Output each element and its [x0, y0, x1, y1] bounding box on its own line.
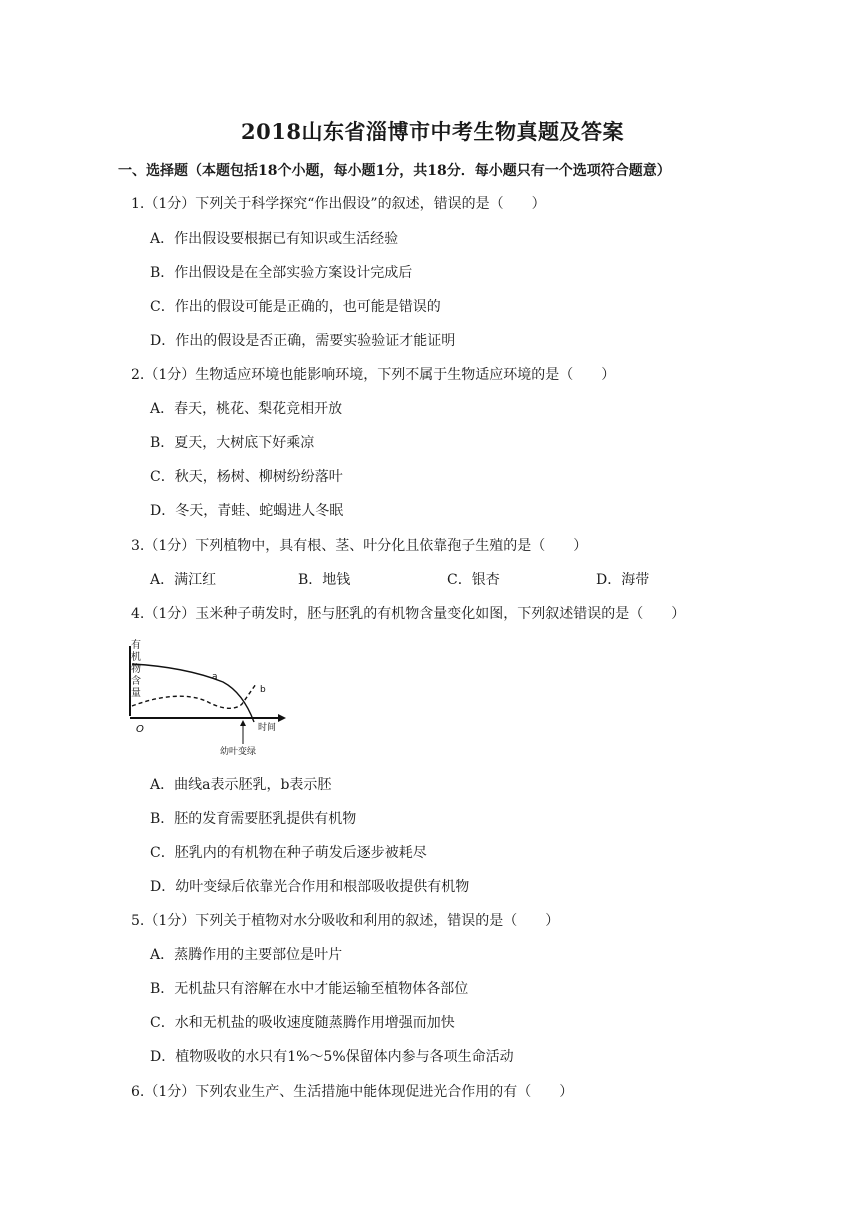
question-3-option-c: C．银杏 [447, 572, 500, 588]
figure-ylabel-char: 含 [131, 676, 141, 687]
figure-x-arrow [278, 714, 286, 722]
figure-ylabel-char: 机 [131, 652, 141, 663]
page-title: 2018山东省淄博市中考生物真题及答案 [241, 119, 624, 144]
question-2-option-d: D．冬天，青蛙、蛇蝎进人冬眠 [150, 503, 344, 519]
figure-curve-b-label: b [260, 685, 266, 695]
question-4-stem: 4.（1分）玉米种子萌发时，胚与胚乳的有机物含量变化如图，下列叙述错误的是（ ） [131, 606, 686, 622]
question-5-option-d: D．植物吸收的水只有1%～5%保留体内参与各项生命活动 [150, 1049, 514, 1065]
figure-xlabel: 时间 [258, 723, 277, 733]
question-4-option-d: D．幼叶变绿后依靠光合作用和根部吸收提供有机物 [150, 879, 470, 895]
figure-annotation-arrowhead [240, 720, 246, 726]
figure-ylabel-char: 物 [131, 664, 141, 675]
figure-curve-a-label: a [212, 672, 218, 682]
question-4-option-a: A．曲线a表示胚乳，b表示胚 [150, 777, 332, 793]
question-2-option-a: A．春天，桃花、梨花竞相开放 [150, 401, 343, 417]
question-3-option-b: B．地钱 [298, 572, 351, 588]
question-2-option-c: C．秋天，杨树、柳树纷纷落叶 [150, 469, 343, 485]
question-1-option-a: A．作出假设要根据已有知识或生活经验 [150, 231, 399, 247]
figure-origin-label: O [136, 724, 144, 735]
figure-curve-b [132, 684, 256, 708]
figure-ylabel-char: 量 [131, 688, 141, 699]
question-4-option-b: B．胚的发育需要胚乳提供有机物 [150, 811, 357, 827]
figure-annotation: 幼叶变绿 [220, 747, 257, 757]
organic-matter-figure [128, 636, 288, 758]
question-1-option-b: B．作出假设是在全部实验方案设计完成后 [150, 265, 413, 281]
question-5-option-a: A．蒸腾作用的主要部位是叶片 [150, 947, 343, 963]
question-5-option-c: C．水和无机盐的吸收速度随蒸腾作用增强而加快 [150, 1015, 455, 1031]
question-3-option-a: A．满江红 [150, 572, 217, 588]
figure-ylabel-char: 有 [131, 640, 141, 651]
question-1-option-c: C．作出的假设可能是正确的，也可能是错误的 [150, 299, 441, 315]
question-1-stem: 1.（1分）下列关于科学探究“作出假设”的叙述，错误的是（ ） [131, 196, 546, 212]
section-heading: 一、选择题（本题包括18个小题，每小题1分，共18分．每小题只有一个选项符合题意） [118, 163, 671, 179]
question-6-stem: 6.（1分）下列农业生产、生活措施中能体现促进光合作用的有（ ） [131, 1084, 574, 1100]
question-3-stem: 3.（1分）下列植物中，具有根、茎、叶分化且依靠孢子生殖的是（ ） [131, 538, 588, 554]
question-2-stem: 2.（1分）生物适应环境也能影响环境，下列不属于生物适应环境的是（ ） [131, 367, 616, 383]
question-3-option-d: D．海带 [596, 572, 650, 588]
question-1-option-d: D．作出的假设是否正确，需要实验验证才能证明 [150, 333, 456, 349]
figure-curve-a [132, 664, 254, 722]
question-5-stem: 5.（1分）下列关于植物对水分吸收和利用的叙述，错误的是（ ） [131, 913, 560, 929]
question-2-option-b: B．夏天，大树底下好乘凉 [150, 435, 315, 451]
question-4-option-c: C．胚乳内的有机物在种子萌发后逐步被耗尽 [150, 845, 427, 861]
question-5-option-b: B．无机盐只有溶解在水中才能运输至植物体各部位 [150, 981, 469, 997]
